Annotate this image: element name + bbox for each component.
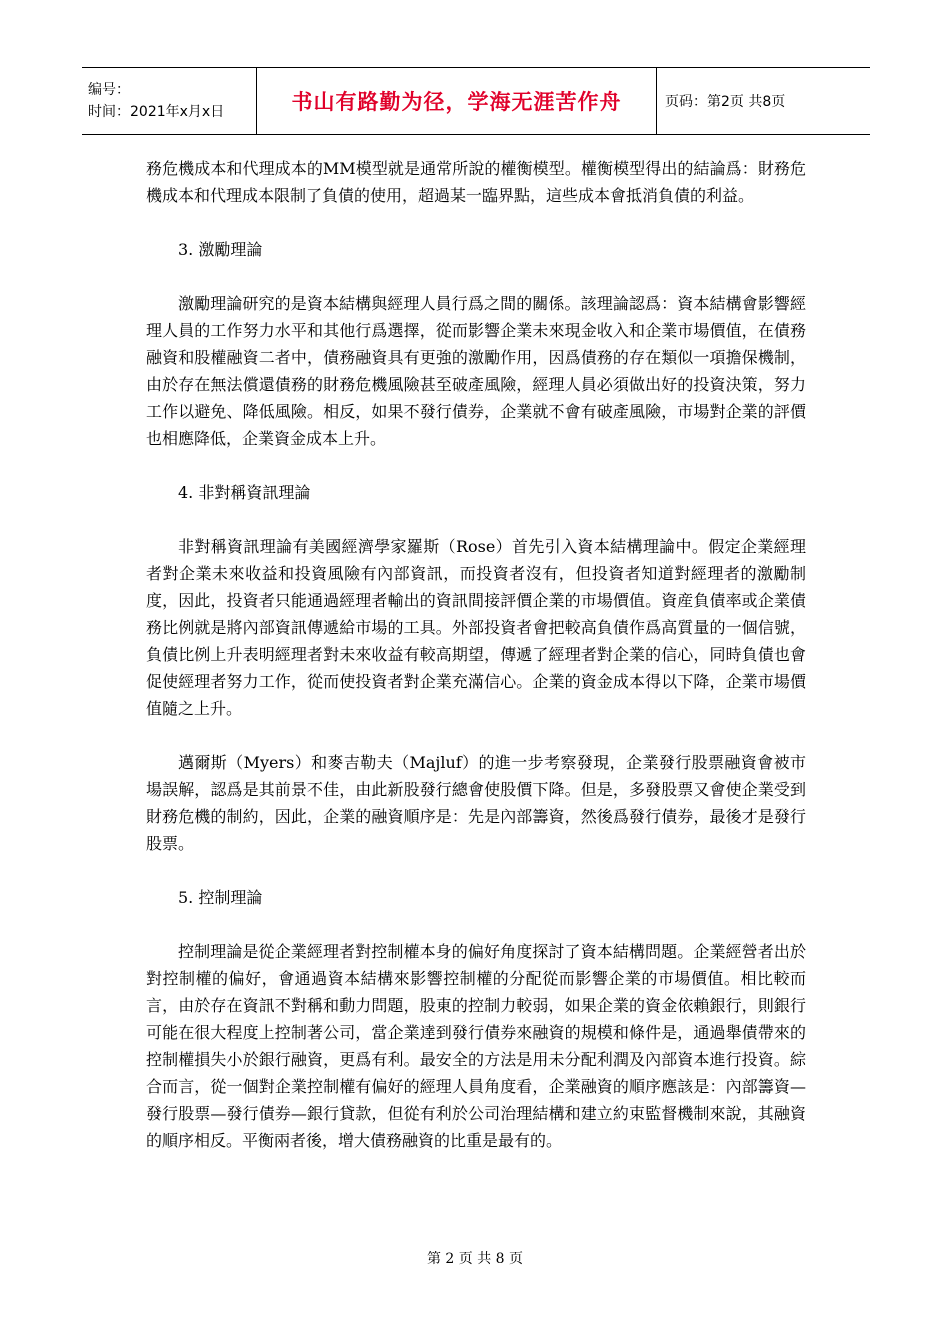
page-footer: 第 2 页 共 8 页 [426, 1251, 524, 1267]
paragraph: 務危機成本和代理成本的MM模型就是通常所說的權衡模型。權衡模型得出的結論爲：財務危機成本和代理成本限制了負債的使用，超過某一臨界點，這些成本會抵消負債的利益。 [146, 159, 806, 205]
serial-label: 编号： [88, 82, 130, 98]
paragraph: 非對稱資訊理論有美國經濟學家羅斯（Rose）首先引入資本結構理論中。假定企業經理者對企業未來收益和投資風險有內部資訊，而投資者沒有，但投資者知道對經理者的激勵制度，因此，投資者只能通過經理者輸出的資訊間接評價企業的市場價值。資産負債率或企業債務比例就是將內部資訊傳遞給市場的工具。外部投資者會把較高負債作爲高質量的一個信號，負債比例上升表明經理者對未來收益有較高期望，傳遞了經理者對企業的信心，同時負債也會促使經理者努力工作，從而使投資者對企業充滿信心。企業的資金成本得以下降，企業市場價值隨之上升。 [146, 537, 806, 718]
header-page-cell [657, 68, 870, 134]
paragraph: 邁爾斯（Myers）和麥吉勒夫（Majluf）的進一步考察發現，企業發行股票融資會被市場誤解，認爲是其前景不佳，由此新股發行總會使股價下降。但是，多發股票又會使企業受到財務危機的制約，因此，企業的融資順序是：先是內部籌資，然後爲發行債券，最後才是發行股票。 [146, 753, 806, 853]
header-motto-cell [257, 68, 657, 134]
document-body [146, 155, 806, 1154]
section-heading: 4. 非對稱資訊理論 [178, 483, 311, 502]
motto-text: 书山有路勤为径，学海无涯苦作舟 [291, 90, 622, 114]
date-label: 时间：2021年x月x日 [88, 104, 225, 120]
section-heading: 5. 控制理論 [178, 888, 263, 907]
section-heading: 3. 激勵理論 [178, 240, 263, 259]
page-number-label: 页码：第2页 共8页 [665, 94, 786, 110]
paragraph: 控制理論是從企業經理者對控制權本身的偏好角度探討了資本結構問題。企業經營者出於對控制權的偏好，會通過資本結構來影響控制權的分配從而影響企業的市場價值。相比較而言，由於存在資訊不對稱和動力問題，股東的控制力較弱，如果企業的資金依賴銀行，則銀行可能在很大程度上控制著公司，當企業達到發行債券來融資的規模和條件是，通過舉債帶來的控制權損失小於銀行融資，更爲有利。最安全的方法是用未分配利潤及內部資本進行投資。綜合而言，從一個對企業控制權有偏好的經理人員角度看，企業融資的順序應該是：內部籌資—發行股票—發行債券—銀行貸款，但從有利於公司治理結構和建立約束監督機制來說，其融資的順序相反。平衡兩者後，增大債務融資的比重是最有的。 [146, 942, 806, 1150]
header-meta [82, 68, 257, 134]
page-header [82, 67, 870, 135]
paragraph: 激勵理論研究的是資本結構與經理人員行爲之間的關係。該理論認爲：資本結構會影響經理人員的工作努力水平和其他行爲選擇，從而影響企業未來現金收入和企業市場價值，在債務融資和股權融資二者中，債務融資具有更強的激勵作用，因爲債務的存在類似一項擔保機制，由於存在無法償還債務的財務危機風險甚至破產風險，經理人員必須做出好的投資決策，努力工作以避免、降低風險。相反，如果不發行債券，企業就不會有破產風險，市場對企業的評價也相應降低，企業資金成本上升。 [146, 294, 806, 448]
